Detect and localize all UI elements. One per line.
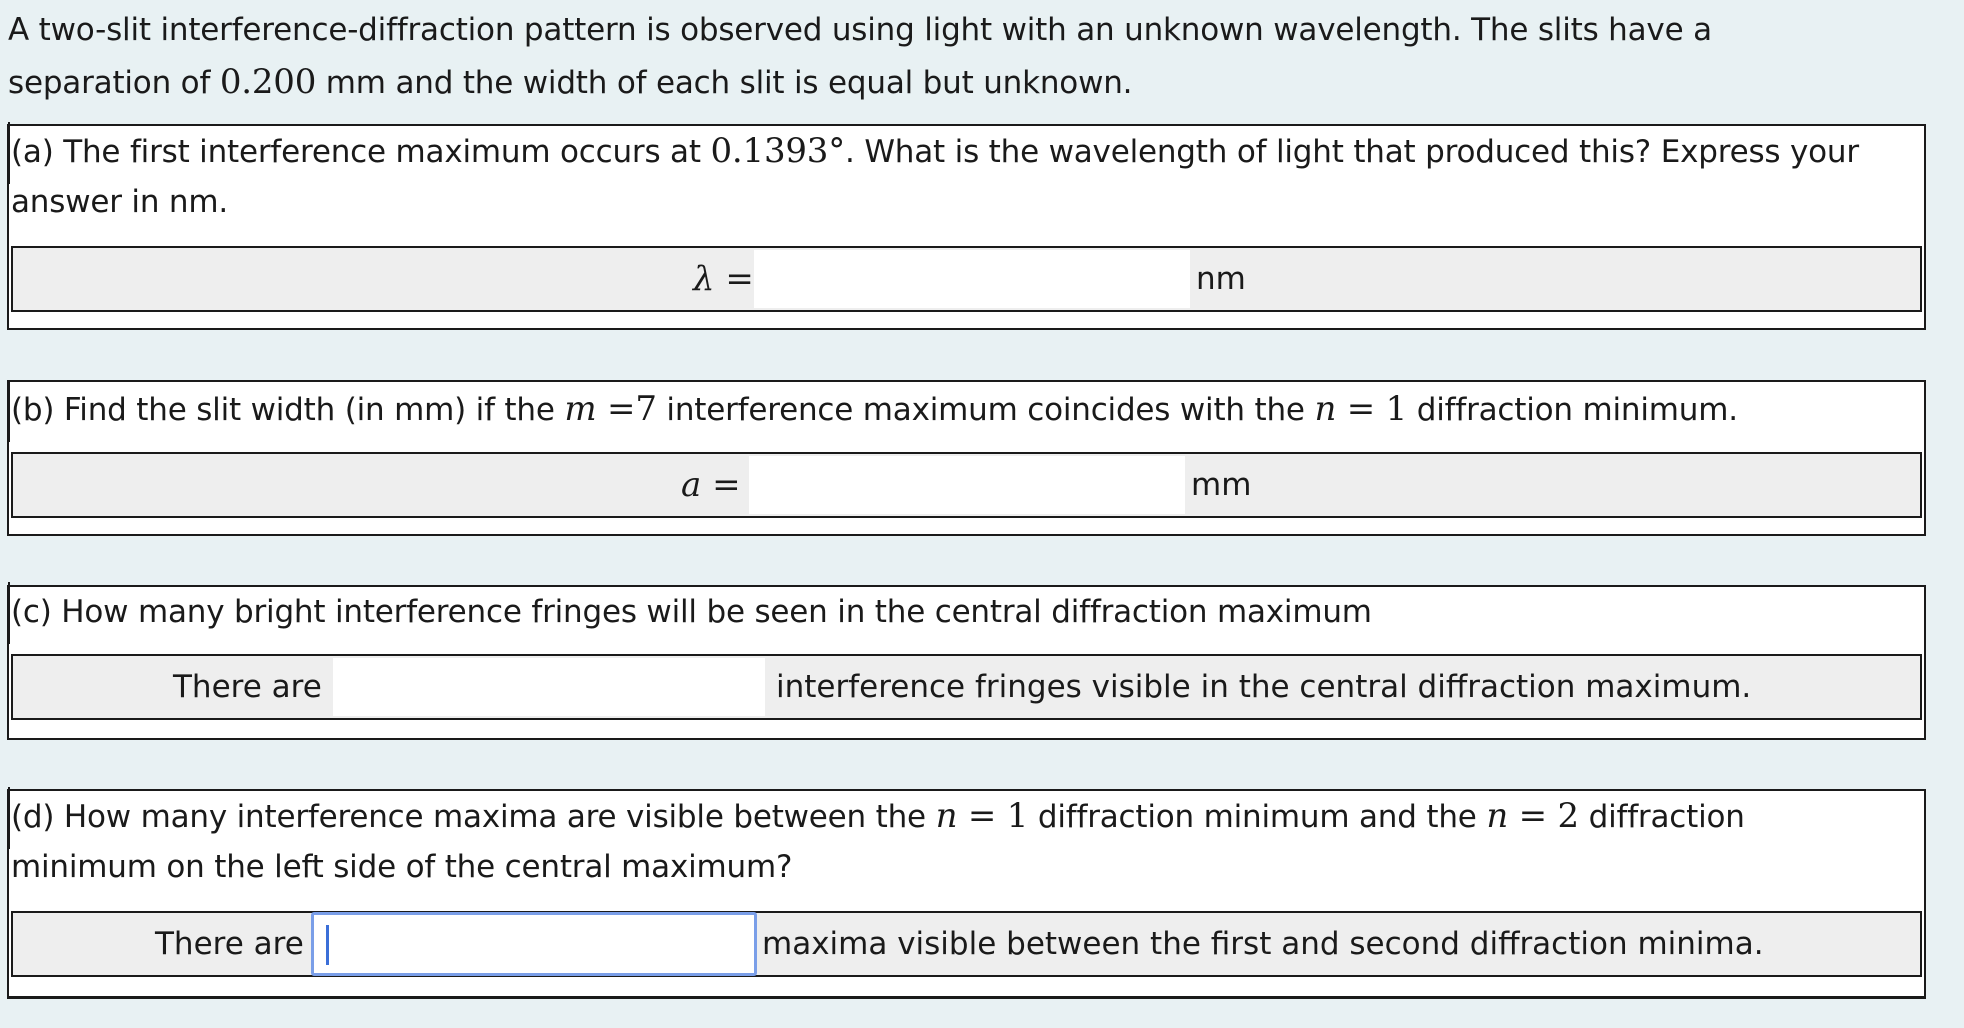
part-d-question: (d) How many interference maxima are visible between the n = 1 diffraction minimum and the n = 2 diffraction minimum on the left side of the central maximum? [11, 796, 1745, 885]
wavelength-input[interactable] [754, 250, 1190, 308]
part-b-answer-row [11, 452, 1922, 518]
part-b-question: (b) Find the slit width (in mm) if the m =7 interference maximum coincides with the n = 1 diffraction minimum. [11, 389, 1738, 429]
part-b-panel [7, 380, 1926, 536]
bottom-divider [7, 996, 1926, 998]
part-a-panel [7, 124, 1926, 330]
part-d-answer-row [11, 911, 1922, 977]
slit-width-input[interactable] [749, 456, 1185, 514]
intro-line-1: A two-slit interference-diffraction pattern is observed using light with an unknown wavelength. The slits have a [8, 12, 1712, 48]
part-d-panel [7, 789, 1926, 999]
slit-width-unit: mm [1191, 467, 1252, 503]
text-caret [326, 925, 329, 965]
wavelength-label: λ = [693, 259, 754, 299]
part-c-question: (c) How many bright interference fringes will be seen in the central diffraction maximum [11, 594, 1372, 630]
maxima-suffix: maxima visible between the first and second diffraction minima. [762, 926, 1764, 962]
intro-line-2: separation of 0.200 mm and the width of each slit is equal but unknown. [8, 62, 1133, 102]
angle-value: 0.1393° [710, 131, 846, 171]
part-a-question: (a) The first interference maximum occurs at 0.1393°. What is the wavelength of light that produced this? Express your answer in nm. [11, 131, 1859, 220]
part-c-answer-row [11, 654, 1922, 720]
maxima-count-input[interactable] [311, 912, 757, 976]
problem-intro [8, 4, 1948, 109]
fringes-prefix: There are [173, 669, 322, 705]
fringes-suffix: interference fringes visible in the central diffraction maximum. [776, 669, 1752, 705]
separation-value: 0.200 [219, 62, 317, 102]
part-a-answer-row [11, 246, 1922, 312]
fringes-count-input[interactable] [333, 658, 765, 716]
maxima-prefix: There are [155, 926, 304, 962]
wavelength-unit: nm [1196, 261, 1246, 297]
slit-width-label: a = [681, 465, 741, 505]
part-c-panel [7, 585, 1926, 740]
